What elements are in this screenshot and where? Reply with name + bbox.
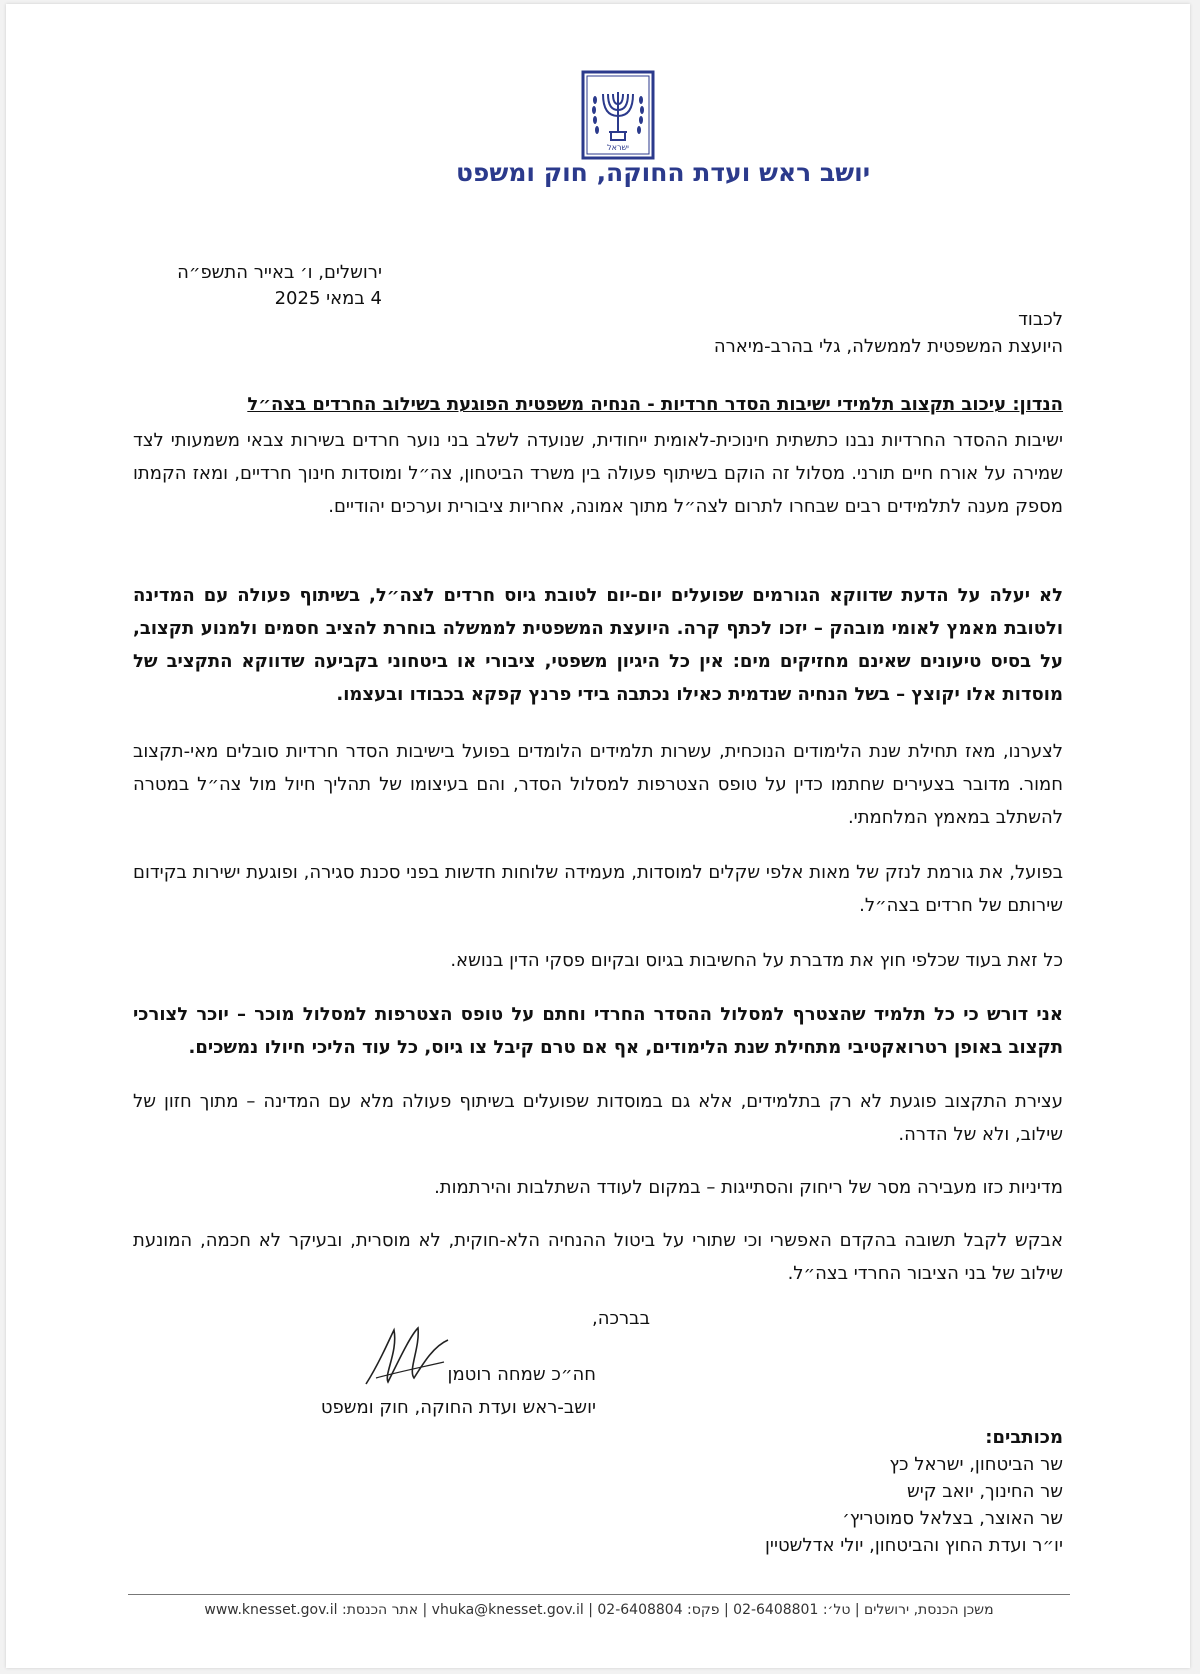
- footer-contact: משכן הכנסת, ירושלים | טל׳: 02-6408801 | פקס: 02-6408804 | vhuka@knesset.gov.il | אתר הכנסת: www.knesset.gov.il: [204, 1602, 994, 1618]
- hebrew-date: ירושלים, ו׳ באייר התשפ״ה: [177, 262, 382, 283]
- office-title: יושב ראש ועדת החוקה, חוק ומשפט: [455, 158, 871, 187]
- cc-recipient: שר האוצר, בצלאל סמוטריץ׳: [842, 1508, 1063, 1529]
- letter-page: [6, 4, 1190, 1668]
- cc-recipient: שר החינוך, יואב קיש: [906, 1481, 1063, 1502]
- body-paragraph-3: לצערנו, מאז תחילת שנת הלימודים הנוכחית, עשרות תלמידים הלומדים בפועל בישיבות הסדר חרדיות סובלים מאי-תקצוב חמור. מדובר בצעירים שחתמו כדין על טופס הצטרפות למסלול הסדר, והם בעיצומו של תהליך חיול מול צה״ל במטרה להשתלב במאמץ המלחמתי.: [133, 741, 1063, 828]
- addressee-block: [714, 306, 1063, 360]
- cc-block: [765, 1424, 1063, 1559]
- body-paragraph-5: כל זאת בעוד שכלפי חוץ את מדברת על החשיבות בגיוס ובקיום פסקי הדין בנושא.: [450, 950, 1063, 971]
- body-paragraph-9: אבקש לקבל תשובה בהקדם האפשרי וכי שתורי על ביטול ההנחיה הלא-חוקית, לא מוסרית, ובעיקר לא חכמה, המונעת שילוב של בני הציבור החרדי בצה״ל.: [133, 1230, 1063, 1284]
- svg-text:ישראל: ישראל: [607, 143, 629, 152]
- footer-divider: [128, 1594, 1070, 1595]
- date-block: [177, 260, 382, 312]
- addressee-name: היועצת המשפטית לממשלה, גלי בהרב-מיארה: [713, 336, 1063, 357]
- cc-recipient: יו״ר ועדת החוץ והביטחון, יולי אדלשטיין: [765, 1535, 1063, 1556]
- cc-title: מכותבים:: [985, 1427, 1063, 1448]
- cc-recipient: שר הביטחון, ישראל כץ: [889, 1454, 1063, 1475]
- menorah-emblem-icon: [581, 70, 655, 160]
- body-paragraph-6: אני דורש כי כל תלמיד שהצטרף למסלול ההסדר החרדי וחתם על טופס הצטרפות למסלול מוכר – יוכר לצורכי תקצוב באופן רטרואקטיבי מתחילת שנת הלימודים, אף אם טרם קיבל צו גיוס, כל עוד הליכי חיולו נמשכים.: [133, 1004, 1063, 1058]
- signer-title: יושב-ראש ועדת החוקה, חוק ומשפט: [320, 1397, 596, 1418]
- signer-name: חה״כ שמחה רוטמן: [447, 1364, 596, 1385]
- body-paragraph-7: עצירת התקצוב פוגעת לא רק בתלמידים, אלא גם במוסדות שפועלים בשיתוף פעולה מלא עם המדינה – מתוך חזון של שילוב, ולא של הדרה.: [133, 1091, 1063, 1145]
- addressee-honorific: לכבוד: [1018, 309, 1063, 330]
- subject-line: הנדון: עיכוב תקצוב תלמידי ישיבות הסדר חרדיות - הנחיה משפטית הפוגעת בשילוב החרדים בצה״ל: [247, 394, 1063, 415]
- body-paragraph-1: ישיבות ההסדר החרדיות נבנו כתשתית חינוכית-לאומית ייחודית, שנועדה לשלב בני נוער חרדים בשירות צבאי משמעותי לצד שמירה על אורח חיים תורני. מסלול זה הוקם בשיתוף פעולה בין משרד הביטחון, צה״ל ומוסדות חינוך חרדיים, ומאז הקמתו מספק מענה לתלמידים רבים שבחרו לתרום לצה״ל מתוך אמונה, אחריות ציבורית וערכים יהודיים.: [133, 430, 1063, 517]
- body-paragraph-8: מדיניות כזו מעבירה מסר של ריחוק והסתייגות – במקום לעודד השתלבות והירתמות.: [434, 1177, 1063, 1198]
- body-paragraph-2: לא יעלה על הדעת שדווקא הגורמים שפועלים יום-יום לטובת גיוס חרדים לצה״ל, בשיתוף פעולה עם המדינה ולטובת מאמץ לאומי מובהק – יזכו לכתף קרה. היועצת המשפטית לממשלה בוחרת להציב חסמים ולמנוע תקצוב, על בסיס טיעונים שאינם מחזיקים מים: אין כל היגיון משפטי, ציבורי או ביטחוני בקביעה שדווקא התקציב של מוסדות אלו יקוצץ – בשל הנחיה שנדמית כאילו נכתבה בידי פרנץ קפקא בכבודו ובעצמו.: [133, 585, 1063, 705]
- closing-greeting: בברכה,: [592, 1308, 650, 1329]
- body-paragraph-4: בפועל, את גורמת לנזק של מאות אלפי שקלים למוסדות, מעמידה שלוחות חדשות בפני סכנת סגירה, ופוגעת ישירות בקידום שירותם של חרדים בצה״ל.: [133, 862, 1063, 916]
- signer-block: [321, 1358, 596, 1424]
- gregorian-date: 4 במאי 2025: [274, 288, 382, 309]
